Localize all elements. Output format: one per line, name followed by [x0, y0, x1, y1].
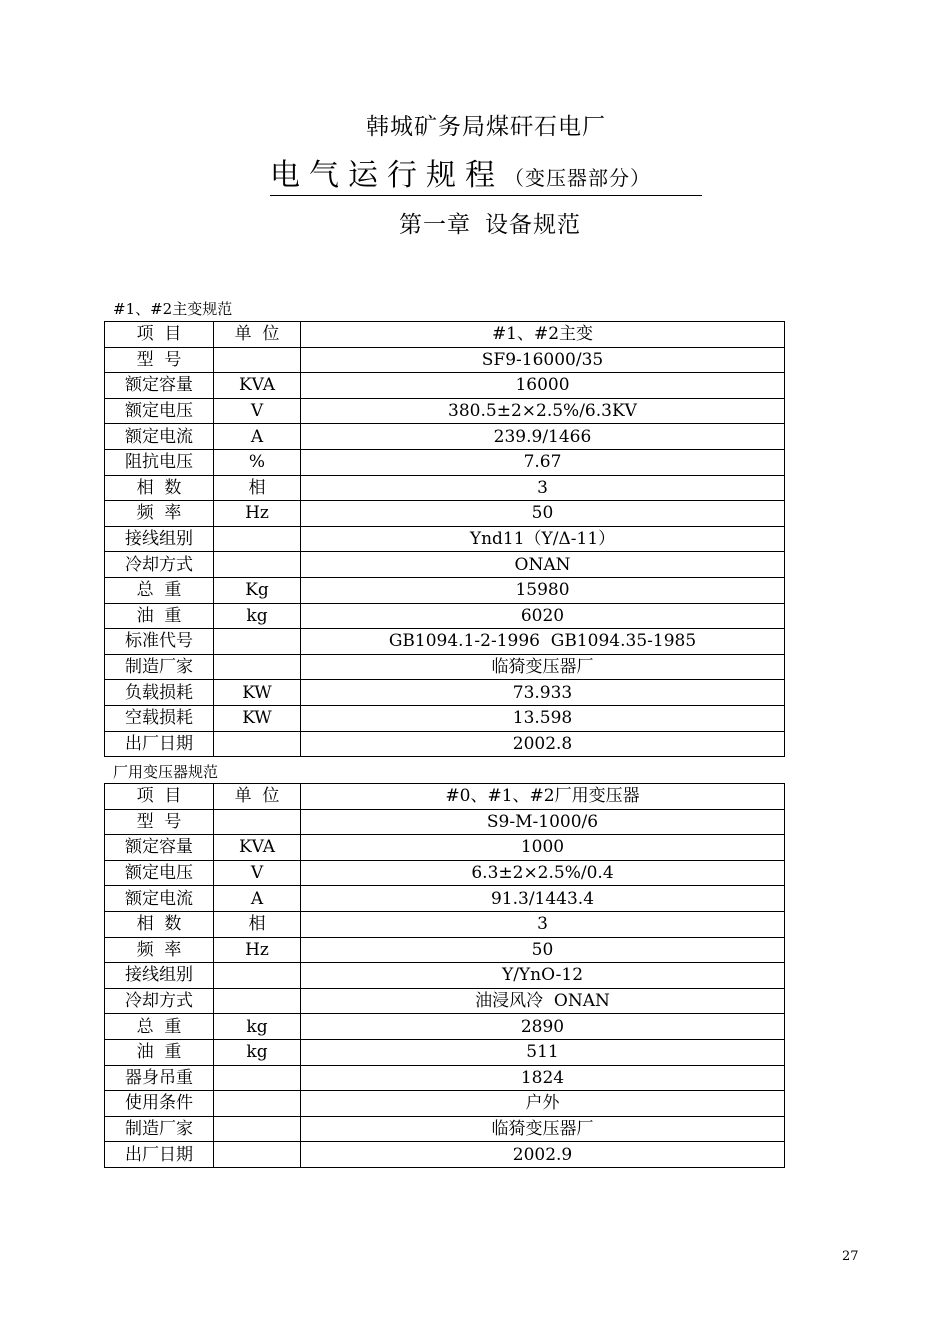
value-cell: 6.3±2×2.5%/0.4	[301, 860, 785, 886]
table-row	[105, 911, 785, 937]
value-cell: 2002.8	[301, 731, 785, 757]
station-transformer-caption: 厂用变压器规范	[113, 763, 219, 781]
chapter-title: 设备规范	[485, 212, 581, 238]
table-row	[105, 424, 785, 450]
value-cell: 380.5±2×2.5%/6.3KV	[301, 398, 785, 424]
unit-cell: V	[214, 860, 301, 886]
value-cell: 3	[301, 475, 785, 501]
unit-cell: KW	[214, 705, 301, 731]
item-cell: 出厂日期	[105, 731, 214, 757]
value-cell: Ynd11（Y/Δ-11）	[301, 526, 785, 552]
unit-cell: Hz	[214, 501, 301, 527]
unit-cell	[214, 1091, 301, 1117]
document-title	[270, 150, 702, 196]
item-cell: 油 重	[105, 1039, 214, 1065]
item-cell: 相 数	[105, 911, 214, 937]
unit-cell: kg	[214, 603, 301, 629]
item-cell: 冷却方式	[105, 552, 214, 578]
item-cell: 接线组别	[105, 963, 214, 989]
value-cell: 15980	[301, 577, 785, 603]
table-row	[105, 1065, 785, 1091]
unit-cell: 相	[214, 475, 301, 501]
value-cell: 91.3/1443.4	[301, 886, 785, 912]
unit-cell: V	[214, 398, 301, 424]
table-row	[105, 552, 785, 578]
item-cell: 使用条件	[105, 1091, 214, 1117]
table-header-row	[105, 322, 785, 348]
table-row	[105, 731, 785, 757]
unit-cell: 单 位	[214, 322, 301, 348]
unit-cell	[214, 988, 301, 1014]
value-cell: SF9-16000/35	[301, 347, 785, 373]
table-row	[105, 1142, 785, 1168]
unit-cell	[214, 1142, 301, 1168]
item-cell: 空载损耗	[105, 705, 214, 731]
chapter-heading	[0, 206, 950, 239]
item-cell: 阻抗电压	[105, 449, 214, 475]
item-cell: 额定电压	[105, 398, 214, 424]
item-cell: 相 数	[105, 475, 214, 501]
item-cell: 负载损耗	[105, 680, 214, 706]
table-row	[105, 577, 785, 603]
value-cell: Y/YnO-12	[301, 963, 785, 989]
value-cell: GB1094.1-2-1996 GB1094.35-1985	[301, 629, 785, 655]
organization-name: 韩城矿务局煤矸石电厂	[366, 114, 606, 140]
table-row	[105, 373, 785, 399]
unit-cell	[214, 347, 301, 373]
table-row	[105, 937, 785, 963]
item-cell: 标准代号	[105, 629, 214, 655]
unit-cell	[214, 1116, 301, 1142]
unit-cell: A	[214, 886, 301, 912]
item-cell: 制造厂家	[105, 1116, 214, 1142]
unit-cell	[214, 552, 301, 578]
value-cell: 户外	[301, 1091, 785, 1117]
value-cell: 511	[301, 1039, 785, 1065]
value-cell: 1000	[301, 835, 785, 861]
unit-cell	[214, 809, 301, 835]
item-cell: 项 目	[105, 784, 214, 810]
unit-cell	[214, 963, 301, 989]
table-row	[105, 654, 785, 680]
value-cell: 7.67	[301, 449, 785, 475]
item-cell: 出厂日期	[105, 1142, 214, 1168]
unit-cell: %	[214, 449, 301, 475]
item-cell: 额定电流	[105, 424, 214, 450]
item-cell: 额定容量	[105, 835, 214, 861]
value-cell: 50	[301, 501, 785, 527]
item-cell: 额定容量	[105, 373, 214, 399]
unit-cell: 单 位	[214, 784, 301, 810]
unit-cell: KVA	[214, 835, 301, 861]
table-row	[105, 809, 785, 835]
table-row	[105, 835, 785, 861]
value-cell: 13.598	[301, 705, 785, 731]
value-cell: 2002.9	[301, 1142, 785, 1168]
item-cell: 频 率	[105, 501, 214, 527]
table-row	[105, 1116, 785, 1142]
table-row	[105, 886, 785, 912]
value-cell: #1、#2主变	[301, 322, 785, 348]
unit-cell: Hz	[214, 937, 301, 963]
item-cell: 项 目	[105, 322, 214, 348]
chapter-number: 第一章	[399, 212, 471, 238]
table-header-row	[105, 784, 785, 810]
table-row	[105, 603, 785, 629]
table-row	[105, 475, 785, 501]
value-cell: 临猗变压器厂	[301, 1116, 785, 1142]
page-number: 27	[842, 1249, 859, 1264]
item-cell: 冷却方式	[105, 988, 214, 1014]
unit-cell	[214, 629, 301, 655]
table-row	[105, 705, 785, 731]
table-row	[105, 629, 785, 655]
table-row	[105, 526, 785, 552]
unit-cell	[214, 1065, 301, 1091]
value-cell: S9-M-1000/6	[301, 809, 785, 835]
table-row	[105, 680, 785, 706]
value-cell: ONAN	[301, 552, 785, 578]
unit-cell: A	[214, 424, 301, 450]
unit-cell: kg	[214, 1014, 301, 1040]
unit-cell: KVA	[214, 373, 301, 399]
value-cell: 50	[301, 937, 785, 963]
value-cell: 油浸风冷 ONAN	[301, 988, 785, 1014]
item-cell: 器身吊重	[105, 1065, 214, 1091]
main-transformer-table	[104, 321, 785, 757]
value-cell: 2890	[301, 1014, 785, 1040]
station-transformer-table	[104, 783, 785, 1168]
table-row	[105, 1091, 785, 1117]
item-cell: 油 重	[105, 603, 214, 629]
unit-cell	[214, 526, 301, 552]
unit-cell: 相	[214, 911, 301, 937]
value-cell: 73.933	[301, 680, 785, 706]
table-row	[105, 860, 785, 886]
value-cell: 16000	[301, 373, 785, 399]
item-cell: 额定电压	[105, 860, 214, 886]
item-cell: 型 号	[105, 347, 214, 373]
item-cell: 额定电流	[105, 886, 214, 912]
item-cell: 接线组别	[105, 526, 214, 552]
table-row	[105, 347, 785, 373]
value-cell: 3	[301, 911, 785, 937]
item-cell: 型 号	[105, 809, 214, 835]
unit-cell: kg	[214, 1039, 301, 1065]
title-main: 电气运行规程	[270, 158, 504, 193]
value-cell: 239.9/1466	[301, 424, 785, 450]
item-cell: 总 重	[105, 577, 214, 603]
table-row	[105, 449, 785, 475]
table-row	[105, 1014, 785, 1040]
table-row	[105, 501, 785, 527]
unit-cell	[214, 731, 301, 757]
unit-cell	[214, 654, 301, 680]
title-suffix: （变压器部分）	[504, 166, 651, 190]
table-row	[105, 398, 785, 424]
main-transformer-caption: #1、#2主变规范	[113, 300, 233, 318]
value-cell: 1824	[301, 1065, 785, 1091]
value-cell: #0、#1、#2厂用变压器	[301, 784, 785, 810]
item-cell: 制造厂家	[105, 654, 214, 680]
item-cell: 频 率	[105, 937, 214, 963]
table-row	[105, 963, 785, 989]
table-row	[105, 1039, 785, 1065]
unit-cell: Kg	[214, 577, 301, 603]
value-cell: 临猗变压器厂	[301, 654, 785, 680]
unit-cell: KW	[214, 680, 301, 706]
table-row	[105, 988, 785, 1014]
value-cell: 6020	[301, 603, 785, 629]
item-cell: 总 重	[105, 1014, 214, 1040]
